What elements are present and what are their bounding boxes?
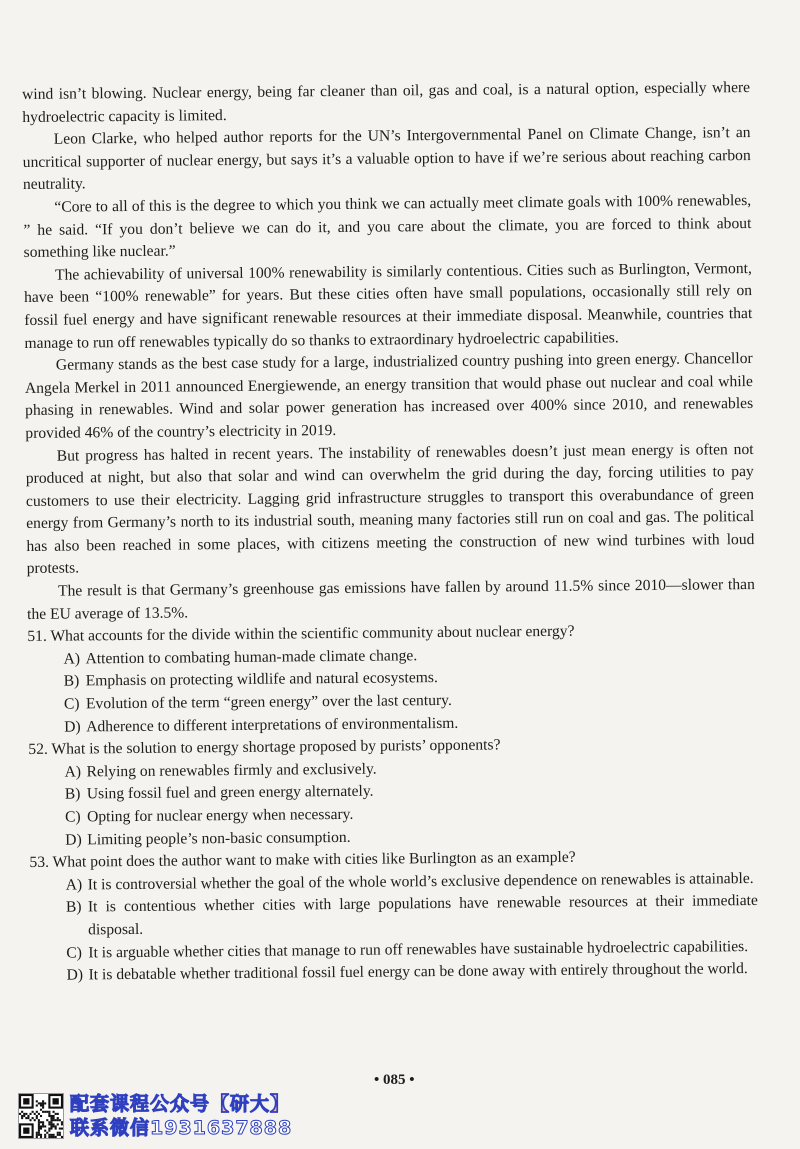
option-text: It is arguable whether cities that manage to run off renewables have sustainable hydroelectric capabilities. xyxy=(88,937,749,961)
option-text: Emphasis on protecting wildlife and natural ecosystems. xyxy=(85,669,438,690)
option-text: Limiting people’s non-basic consumption. xyxy=(87,828,351,849)
paragraph: The achievability of universal 100% renewability is similarly contentious. Cities such as Burlington, Vermont, have been “100% renewable” for years. But these cities often have small populations, occasionally still rely on fossil fuel energy and have significant renewable resources at their immediate disposal. Meanwhile, countries that manage to run off renewables typically do so thanks to extraordinary hydroelectric capabilities. xyxy=(23,259,753,352)
page-number: • 085 • xyxy=(374,1072,415,1088)
option-text: Adherence to different interpretations of environmentalism. xyxy=(86,714,459,736)
question xyxy=(29,845,758,988)
option-label: A) xyxy=(64,763,82,781)
qr-code-icon xyxy=(18,1093,64,1139)
option-text: Attention to combating human-made climate change. xyxy=(85,647,418,668)
option-label: C) xyxy=(66,944,83,962)
option-label: B) xyxy=(64,785,81,804)
question-stem: 52. What is the solution to energy shortage proposed by purists’ opponents? xyxy=(28,736,501,759)
paragraph: But progress has halted in recent years. The instability of renewables doesn’t just mean energy is often not produced at night, but also that solar and wind can overwhelm the grid during the day, forcing utilities to pay customers to use their electricity. Lagging grid infrastructure struggles to transport this overabundance of green energy from Germany’s north to its industrial south, meaning many factories still run on coal and gas. The political has also been reached in some places, with citizens meeting the construction of new wind turbines with loud protests. xyxy=(25,440,755,578)
question-list xyxy=(27,619,758,987)
paragraph: “Core to all of this is the degree to which you think we can actually meet climate goals with 100% renewables, ” he said. “If you don’t believe we can do it, and you care about the climate, you are forced to think about something like nuclear.” xyxy=(23,191,752,262)
option-text: Relying on renewables firmly and exclusively. xyxy=(86,760,377,781)
question xyxy=(28,732,757,852)
question xyxy=(27,619,756,739)
option-label: D) xyxy=(65,831,82,849)
paragraph: Leon Clarke, who helped author reports for the UN’s Intergovernmental Panel on Climate Change, isn’t an uncritical supporter of nuclear energy, but says it’s a valuable option to have if we’re serious about reaching carbon neutrality. xyxy=(22,124,751,194)
option-text: Using fossil fuel and green energy alternately. xyxy=(86,783,374,803)
paragraph: The result is that Germany’s greenhouse gas emissions have fallen by around 11.5% since 2010—slower than the EU average of 13.5%. xyxy=(27,576,755,623)
watermark-text xyxy=(70,1093,292,1139)
option-label: B) xyxy=(65,898,82,916)
paragraph: wind isn’t blowing. Nuclear energy, being far cleaner than oil, gas and coal, is a natural option, especially where hydroelectric capacity is limited. xyxy=(22,79,751,126)
option-label: D) xyxy=(64,718,81,736)
option-label: A) xyxy=(63,650,81,668)
watermark-line-2: 联系微信1931637888 xyxy=(70,1117,293,1139)
article-body xyxy=(22,77,755,626)
paragraph: Germany stands as the best case study for a large, industrialized country pushing into green energy. Chancellor Angela Merkel in 2011 announced Energiewende, an energy transition that would phase out nuclear and coal while phasing in renewables. Wind and solar power generation has increased over 400% since 2010, and renewables provided 46% of the country’s electricity in 2019. xyxy=(24,350,754,442)
answer-option xyxy=(66,890,758,942)
option-label: B) xyxy=(63,672,80,691)
option-label: C) xyxy=(63,695,80,713)
option-text: It is controversial whether the goal of the whole world’s exclusive dependence on renewables is attainable. xyxy=(87,869,754,894)
option-text: It is contentious whether cities with large populations have renewable resources at their immediate disposal. xyxy=(87,892,758,939)
option-text: It is debatable whether traditional fossil fuel energy can be done away with entirely throughout the world. xyxy=(88,960,748,984)
footer-watermark xyxy=(18,1093,292,1139)
option-label: D) xyxy=(66,966,84,984)
option-label: C) xyxy=(64,808,81,826)
question-stem: 51. What accounts for the divide within the scientific community about nuclear energy? xyxy=(27,622,575,646)
question-stem: 53. What point does the author want to make with cities like Burlington as an example? xyxy=(29,848,576,872)
document-page xyxy=(22,77,759,988)
watermark-line-1: 配套课程公众号【研大】 xyxy=(70,1093,291,1115)
option-label: A) xyxy=(65,876,83,894)
option-text: Evolution of the term “green energy” over the last century. xyxy=(85,691,452,713)
option-text: Opting for nuclear energy when necessary. xyxy=(86,805,354,826)
